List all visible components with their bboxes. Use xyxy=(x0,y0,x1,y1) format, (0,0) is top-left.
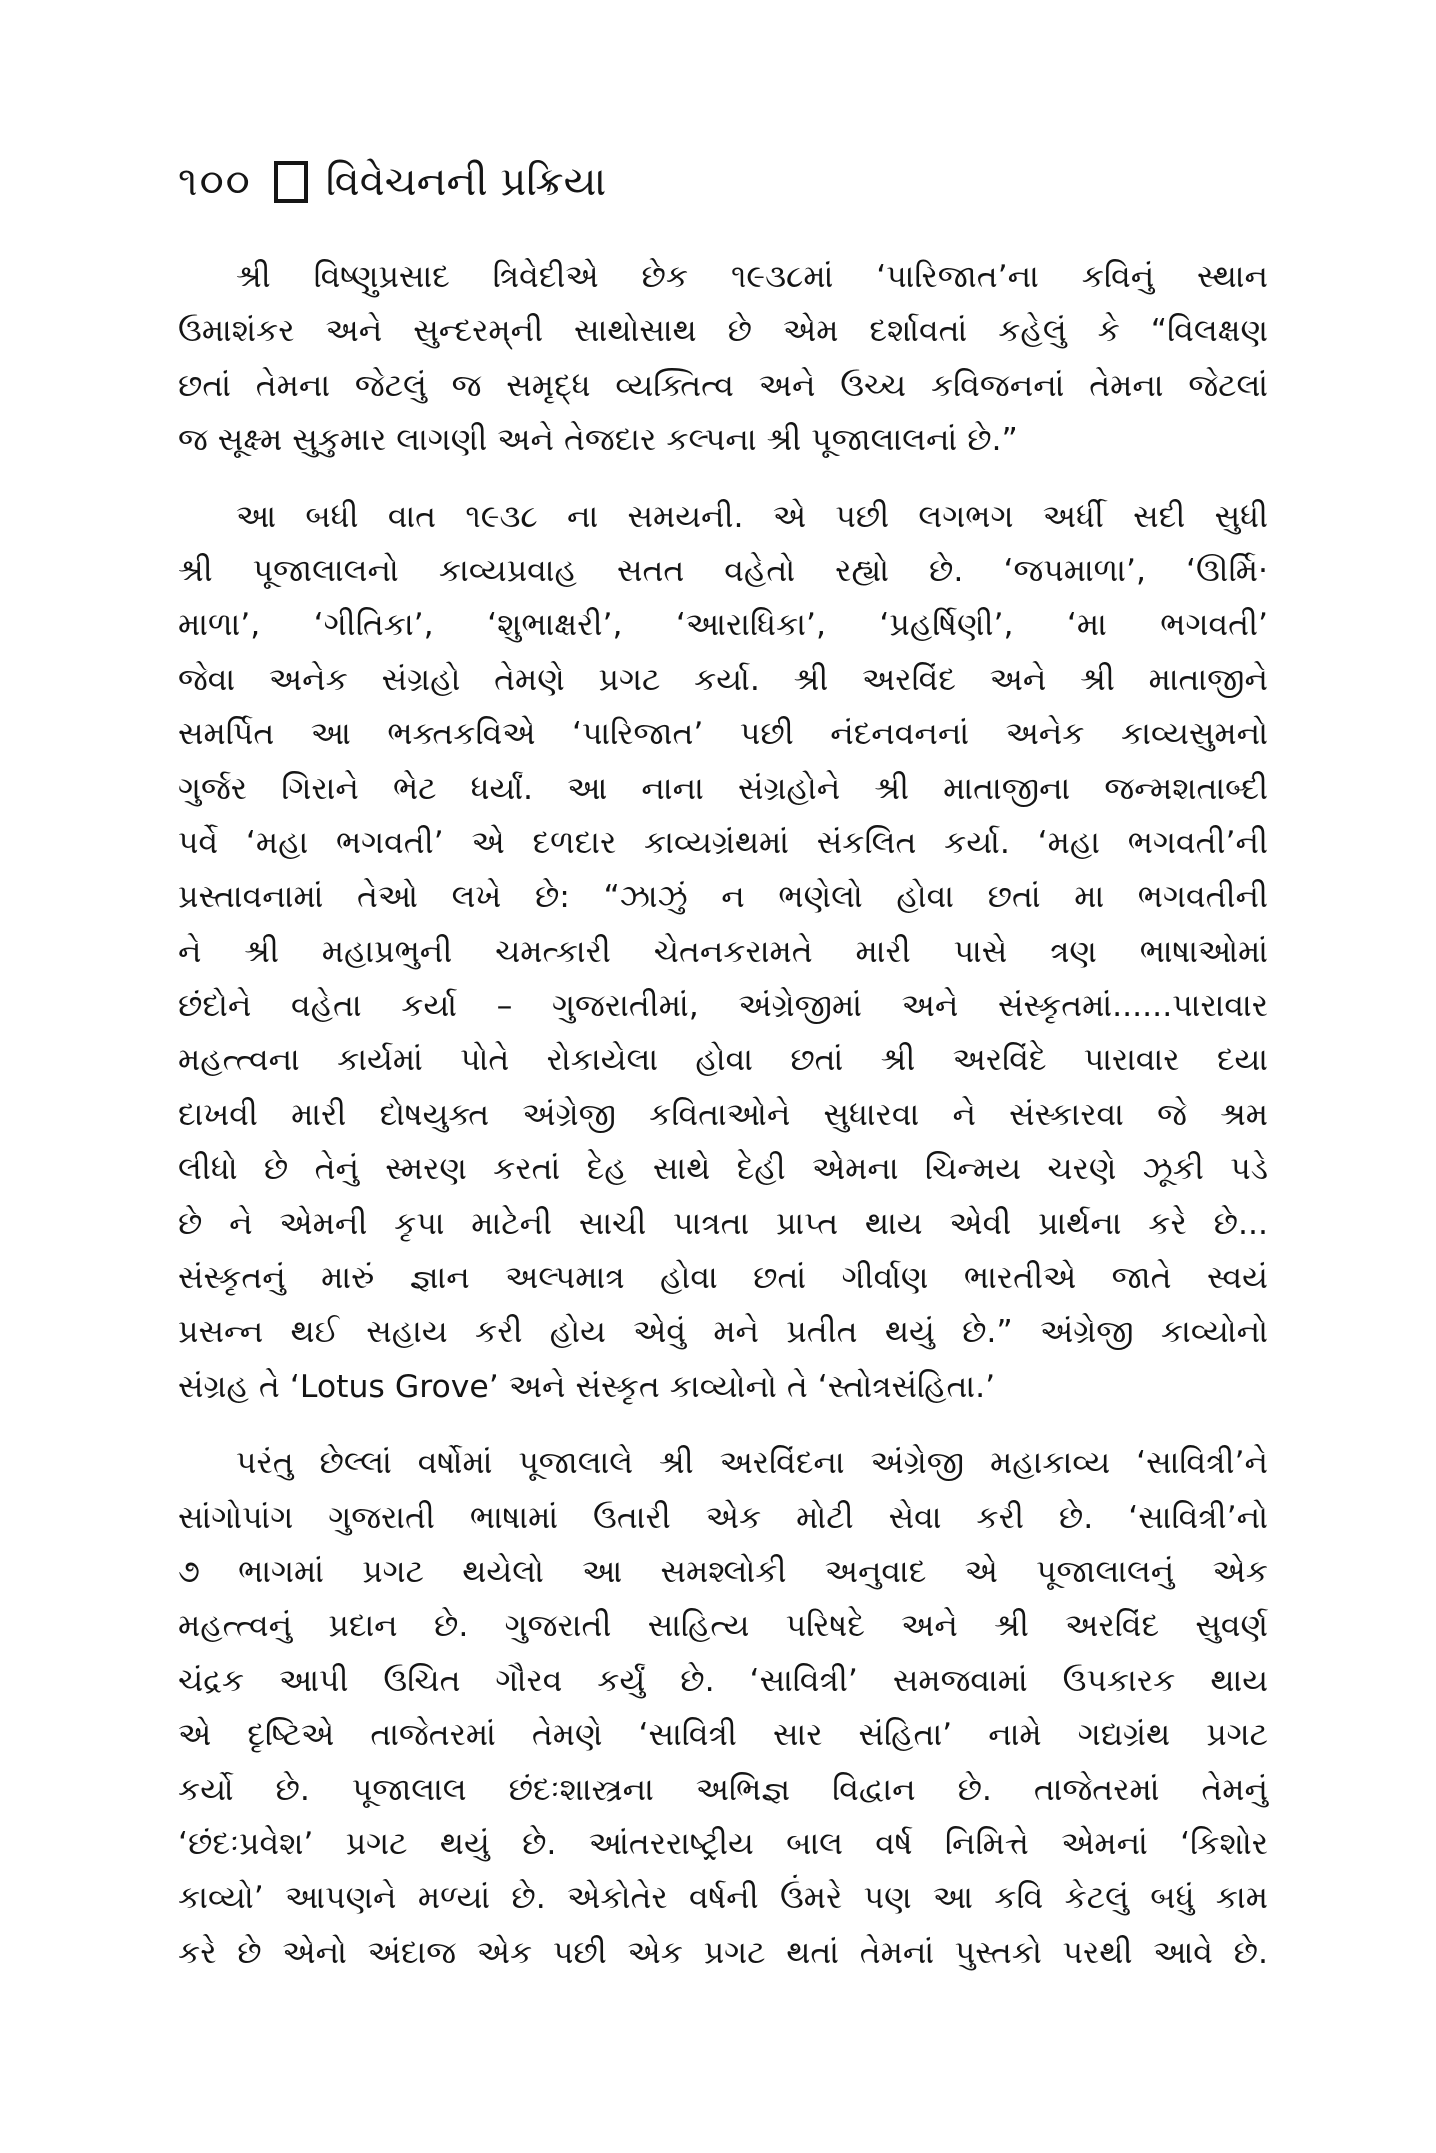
text-line: છંદોને વહેતા કર્યા – ગુજરાતીમાં, અંગ્રેજીમાં અને સંસ્કૃતમાં......પારાવાર xyxy=(178,988,1268,1025)
text-line: સમર્પિત આ ભક્તકવિએ ‘પારિજાત’ પછી નંદનવનનાં અનેક કાવ્યસુમનો xyxy=(178,716,1268,753)
text-line: ગુર્જર ગિરાને ભેટ ધર્યાં. આ નાના સંગ્રહોને શ્રી માતાજીના જન્મશતાબ્દી xyxy=(178,770,1268,807)
text-line: મહત્ત્વના કાર્યમાં પોતે રોકાયેલા હોવા છતાં શ્રી અરવિંદે પારાવાર દયા xyxy=(178,1042,1268,1079)
text-line: શ્રી વિષ્ણુપ્રસાદ ત્રિવેદીએ છેક ૧૯૩૮માં ‘પારિજાત’ના કવિનું સ્થાન xyxy=(236,259,1268,295)
page-header xyxy=(178,150,606,214)
text-line: લીધો છે તેનું સ્મરણ કરતાં દેહ સાથે દેહી એમના ચિન્મય ચરણે ઝૂકી પડે xyxy=(178,1151,1268,1188)
text-line: જેવા અનેક સંગ્રહો તેમણે પ્રગટ કર્યા. શ્રી અરવિંદ અને શ્રી માતાજીને xyxy=(178,661,1268,698)
text-line: પર્વે ‘મહા ભગવતી’ એ દળદાર કાવ્યગ્રંથમાં સંકલિત કર્યા. ‘મહા ભગવતી’ની xyxy=(178,824,1268,861)
paragraph-1 xyxy=(178,250,1268,468)
text-line: કરે છે એનો અંદાજ એક પછી એક પ્રગટ થતાં તેમનાં પુસ્તકો પરથી આવે છે. xyxy=(178,1934,1268,1971)
text-line: એ દૃષ્ટિએ તાજેતરમાં તેમણે ‘સાવિત્રી સાર સંહિતા’ નામે ગદ્યગ્રંથ પ્રગટ xyxy=(178,1717,1268,1754)
text-line: છતાં તેમના જેટલું જ સમૃદ્ધ વ્યક્તિત્વ અને ઉચ્ચ કવિજનનાં તેમના જેટલાં xyxy=(178,367,1268,404)
text-line: સાંગોપાંગ ગુજરાતી ભાષામાં ઉતારી એક મોટી સેવા કરી છે. ‘સાવિત્રી’નો xyxy=(178,1499,1268,1536)
text-line: શ્રી પૂજાલાલનો કાવ્યપ્રવાહ સતત વહેતો રહ્યો છે. ‘જપમાળા’, ‘ઊર્મિ· xyxy=(178,552,1268,589)
running-title: વિવેચનની પ્રક્રિયા xyxy=(325,159,607,205)
paragraph-3 xyxy=(178,1436,1268,1980)
paragraph-2 xyxy=(178,490,1268,1415)
text-line: પ્રસન્ન થઈ સહાય કરી હોય એવું મને પ્રતીત થયું છે.” અંગ્રેજી કાવ્યોનો xyxy=(178,1314,1268,1351)
body-text xyxy=(178,250,1268,2002)
text-line: જ સૂક્ષ્મ સુકુમાર લાગણી અને તેજદાર કલ્પના શ્રી પૂજાલાલનાં છે.” xyxy=(178,422,1018,459)
text-line: કર્યો છે. પૂજાલાલ છંદઃશાસ્ત્રના અભિજ્ઞ વિદ્વાન છે. તાજેતરમાં તેમનું xyxy=(178,1771,1268,1808)
text-line: કાવ્યો’ આપણને મળ્યાં છે. એકોતેર વર્ષની ઉંમરે પણ આ કવિ કેટલું બધું કામ xyxy=(178,1880,1268,1917)
text-line: પરંતુ છેલ્લાં વર્ષોમાં પૂજાલાલે શ્રી અરવિંદના અંગ્રેજી મહાકાવ્ય ‘સાવિત્રી’ને xyxy=(236,1445,1268,1482)
text-line: દાખવી મારી દોષયુક્ત અંગ્રેજી કવિતાઓને સુધારવા ને સંસ્કારવા જે શ્રમ xyxy=(178,1096,1268,1133)
text-line: માળા’, ‘ગીતિકા’, ‘શુભાક્ષરી’, ‘આરાધિકા’, ‘પ્રહર્ષિણી’, ‘મા ભગવતી’ xyxy=(178,607,1268,644)
header-box-ornament xyxy=(274,161,308,203)
text-line: ‘છંદઃપ્રવેશ’ પ્રગટ થયું છે. આંતરરાષ્ટ્રીય બાલ વર્ષ નિમિત્તે એમનાં ‘કિશોર xyxy=(178,1825,1268,1862)
text-line: ચંદ્રક આપી ઉચિત ગૌરવ કર્યું છે. ‘સાવિત્રી’ સમજવામાં ઉપકારક થાય xyxy=(178,1662,1268,1699)
text-line: છે ને એમની કૃપા માટેની સાચી પાત્રતા પ્રાપ્ત થાય એવી પ્રાર્થના કરે છે... xyxy=(178,1205,1268,1242)
text-line: ઉમાશંકર અને સુન્દરમ્‌ની સાથોસાથ છે એમ દર્શાવતાં કહેલું કે “વિલક્ષણ xyxy=(178,313,1268,350)
text-line: પ્રસ્તાવનામાં તેઓ લખે છે: “ઝાઝું ન ભણેલો હોવા છતાં મા ભગવતીની xyxy=(178,879,1268,916)
text-line: મહત્ત્વનું પ્રદાન છે. ગુજરાતી સાહિત્ય પરિષદે અને શ્રી અરવિંદ સુવર્ણ xyxy=(178,1608,1268,1645)
text-line: આ બધી વાત ૧૯૩૮ ના સમયની. એ પછી લગભગ અર્ધી સદી સુધી xyxy=(236,498,1268,535)
text-line: ને શ્રી મહાપ્રભુની ચમત્કારી ચેતનકરામતે મારી પાસે ત્રણ ભાષાઓમાં xyxy=(178,933,1268,970)
text-line: સંસ્કૃતનું મારું જ્ઞાન અલ્પમાત્ર હોવા છતાં ગીર્વાણ ભારતીએ જાતે સ્વયં xyxy=(178,1260,1268,1297)
page-number: ૧૦૦ xyxy=(178,159,252,205)
text-line: સંગ્રહ તે ‘Lotus Grove’ અને સંસ્કૃત કાવ્યોનો તે ‘સ્તોત્રસંહિતા.’ xyxy=(178,1368,996,1405)
text-line: ૭ ભાગમાં પ્રગટ થયેલો આ સમશ્લોકી અનુવાદ એ પૂજાલાલનું એક xyxy=(178,1553,1268,1590)
